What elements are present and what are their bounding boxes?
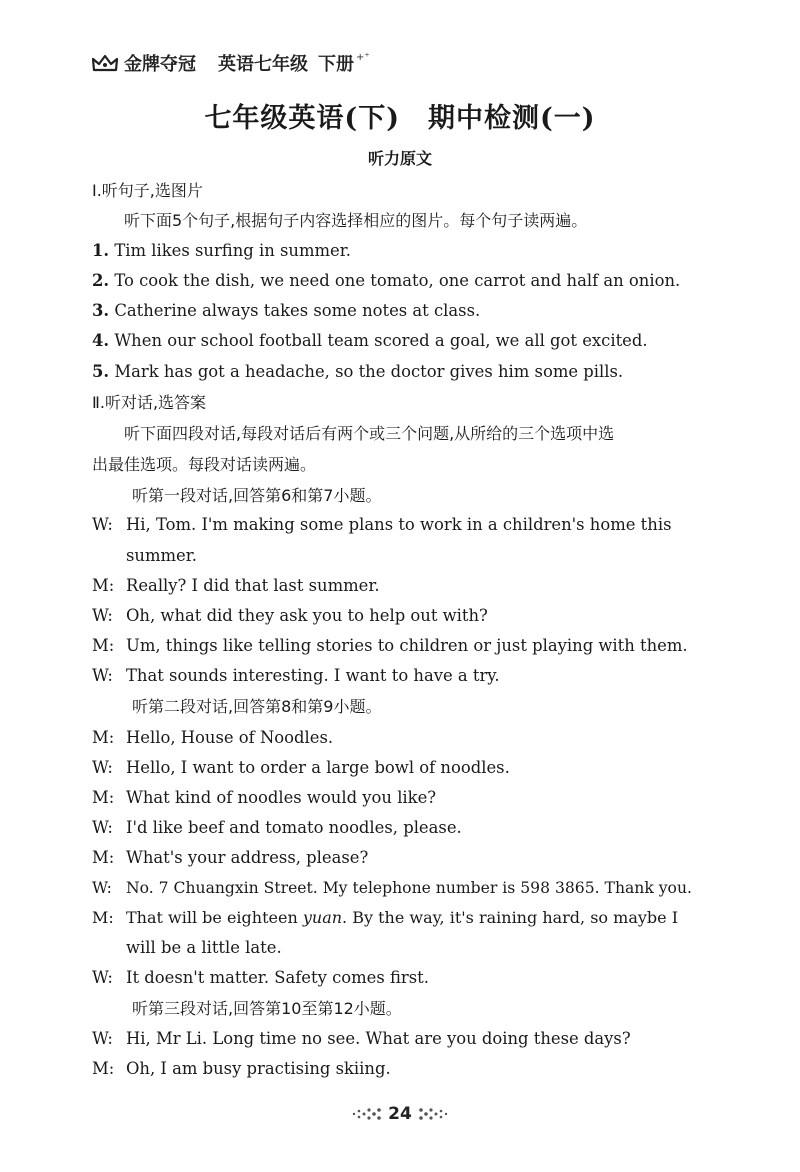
item-number: 4. bbox=[92, 331, 110, 350]
dialog-line bbox=[92, 727, 333, 749]
dialog-text: What kind of noodles would you like? bbox=[126, 788, 437, 807]
dialog-line bbox=[92, 605, 488, 627]
dialog-text: No. 7 Chuangxin Street. My telephone number is 598 3865. Thank you. bbox=[126, 879, 692, 897]
brand-name: 金牌夺冠 bbox=[124, 54, 196, 75]
dialog-line bbox=[92, 757, 510, 779]
page-title: 七年级英语(下) 期中检测(一) bbox=[204, 103, 596, 134]
dialog-text: Hello, I want to order a large bowl of noodles. bbox=[126, 758, 510, 777]
item-text: When our school football team scored a goal, we all got excited. bbox=[109, 331, 648, 350]
item-number: 2. bbox=[92, 271, 110, 290]
speaker-label: M: bbox=[92, 788, 115, 807]
section-2-instruction-line2: 出最佳选项。每段对话读两遍。 bbox=[92, 455, 317, 474]
section-1-instruction: 听下面5个句子,根据句子内容选择相应的图片。每个句子读两遍。 bbox=[124, 211, 588, 230]
item-text: Tim likes surfing in summer. bbox=[109, 241, 351, 260]
subject-grade: 英语七年级 bbox=[218, 54, 308, 75]
crown-icon bbox=[92, 53, 118, 73]
volume-label: 下册 bbox=[318, 54, 354, 75]
dialog-text: Oh, what did they ask you to help out with? bbox=[126, 606, 488, 625]
sentence-item bbox=[92, 361, 623, 383]
dialog-3-intro: 听第三段对话,回答第10至第12小题。 bbox=[132, 999, 402, 1018]
speaker-label: W: bbox=[92, 1029, 113, 1048]
speaker-label: M: bbox=[92, 636, 115, 655]
page-footer bbox=[0, 1104, 800, 1124]
dialog-text-after: . By the way, it's raining hard, so maybe I bbox=[342, 908, 679, 927]
speaker-label: W: bbox=[92, 968, 113, 987]
dialog-text: Um, things like telling stories to children or just playing with them. bbox=[126, 636, 688, 655]
dialog-text-before: That will be eighteen bbox=[126, 908, 303, 927]
dialog-line bbox=[92, 1028, 631, 1050]
dialog-line bbox=[92, 967, 429, 989]
section-subtitle: 听力原文 bbox=[367, 149, 432, 168]
item-number: 5. bbox=[92, 362, 110, 381]
section-2-heading: Ⅱ.听对话,选答案 bbox=[92, 393, 207, 412]
dialog-1-intro: 听第一段对话,回答第6和第7小题。 bbox=[132, 486, 382, 505]
item-number: 1. bbox=[92, 241, 110, 260]
speaker-label: W: bbox=[92, 666, 113, 685]
sparkle-icon: +⁺ bbox=[356, 51, 370, 63]
dialog-line bbox=[92, 877, 692, 899]
item-text: Mark has got a headache, so the doctor gives him some pills. bbox=[109, 362, 624, 381]
item-text: To cook the dish, we need one tomato, one carrot and half an onion. bbox=[109, 271, 681, 290]
dialog-text-italic: yuan bbox=[302, 908, 343, 927]
dialog-text: Oh, I am busy practising skiing. bbox=[126, 1059, 391, 1078]
speaker-label: W: bbox=[92, 818, 113, 837]
sentence-item bbox=[92, 270, 680, 292]
section-2-instruction-line1: 听下面四段对话,每段对话后有两个或三个问题,从所给的三个选项中选 bbox=[124, 424, 615, 443]
dialog-line bbox=[92, 514, 671, 536]
speaker-label: W: bbox=[92, 758, 113, 777]
dialog-line bbox=[92, 635, 688, 657]
speaker-label: M: bbox=[92, 576, 115, 595]
dialog-line bbox=[92, 787, 436, 809]
dialog-line bbox=[92, 817, 462, 839]
item-text: Catherine always takes some notes at class. bbox=[109, 301, 481, 320]
sentence-item bbox=[92, 300, 480, 322]
section-1-heading: Ⅰ.听句子,选图片 bbox=[92, 181, 203, 200]
sentence-item bbox=[92, 240, 351, 262]
speaker-label: M: bbox=[92, 908, 114, 927]
sentence-item bbox=[92, 330, 648, 352]
dialog-line bbox=[92, 847, 368, 869]
speaker-label: W: bbox=[92, 606, 113, 625]
item-number: 3. bbox=[92, 301, 110, 320]
speaker-label: M: bbox=[92, 848, 115, 867]
dots-right-icon bbox=[416, 1106, 450, 1122]
dialog-text: I'd like beef and tomato noodles, please. bbox=[126, 818, 462, 837]
speaker-label: M: bbox=[92, 728, 115, 747]
dialog-line bbox=[92, 907, 678, 929]
dialog-line-continuation: will be a little late. bbox=[126, 938, 282, 957]
dialog-text: What's your address, please? bbox=[126, 848, 369, 867]
dialog-text: That sounds interesting. I want to have a try. bbox=[126, 666, 500, 685]
speaker-label: W: bbox=[92, 879, 112, 897]
dialog-line-continuation: summer. bbox=[126, 546, 197, 565]
book-header bbox=[92, 50, 370, 76]
dialog-text: Hello, House of Noodles. bbox=[126, 728, 334, 747]
dialog-text: Hi, Tom. I'm making some plans to work in a children's home this bbox=[126, 515, 672, 534]
dots-left-icon bbox=[350, 1106, 384, 1122]
dialog-text: Hi, Mr Li. Long time no see. What are you doing these days? bbox=[126, 1029, 631, 1048]
dialog-text: It doesn't matter. Safety comes first. bbox=[126, 968, 429, 987]
speaker-label: M: bbox=[92, 1059, 115, 1078]
dialog-2-intro: 听第二段对话,回答第8和第9小题。 bbox=[132, 697, 382, 716]
dialog-line bbox=[92, 575, 380, 597]
dialog-line bbox=[92, 665, 500, 687]
dialog-line bbox=[92, 1058, 391, 1080]
page-number: 24 bbox=[388, 1104, 412, 1124]
dialog-text: Really? I did that last summer. bbox=[126, 576, 380, 595]
speaker-label: W: bbox=[92, 515, 113, 534]
